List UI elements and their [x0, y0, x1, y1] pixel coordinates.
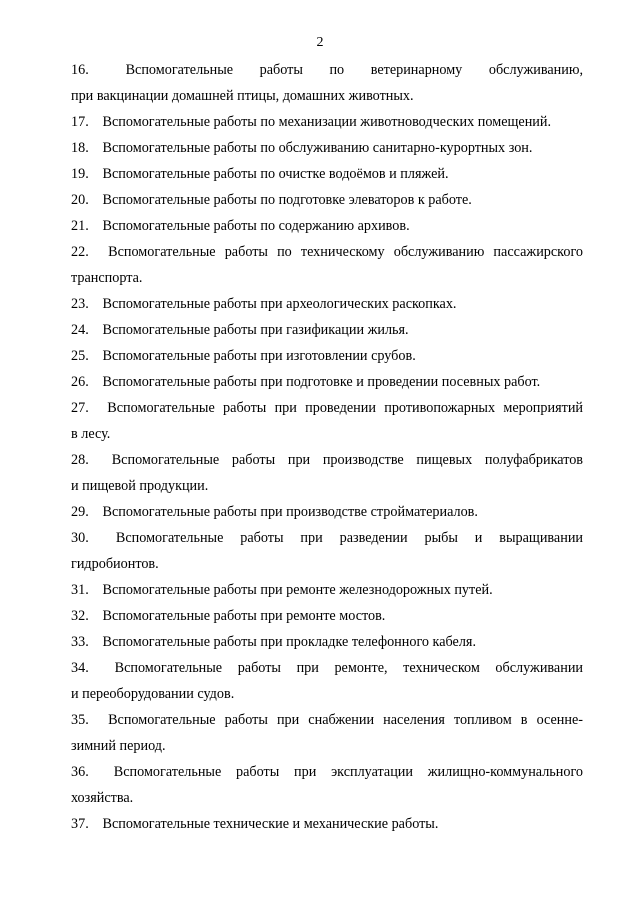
list-item-number: 24. — [71, 322, 89, 338]
list-item — [71, 213, 583, 239]
list-item-text: Вспомогательные работы при изготовлении срубов. — [102, 348, 416, 364]
list-item — [71, 499, 583, 525]
list-item-continuation: хозяйства. — [71, 790, 134, 806]
list-item — [71, 395, 583, 447]
list-item-number: 29. — [71, 504, 89, 520]
list-item-number: 33. — [71, 634, 89, 650]
list-item-line — [71, 582, 493, 598]
list-item-text: Вспомогательные работы по подготовке элеваторов к работе. — [102, 192, 472, 208]
list-item-line — [71, 192, 472, 208]
list-item-line — [71, 608, 385, 624]
list-item-line — [71, 348, 416, 364]
list-item-text: Вспомогательные работы при проведении противопожарных мероприятий — [107, 400, 583, 416]
list-item-text: Вспомогательные работы при прокладке телефонного кабеля. — [102, 634, 477, 650]
list-item-continuation: и пищевой продукции. — [71, 478, 209, 494]
list-item-number: 22. — [71, 244, 89, 260]
list-item-line — [71, 816, 438, 832]
list-item — [71, 525, 583, 577]
list-item-number: 34. — [71, 660, 89, 676]
list-item — [71, 707, 583, 759]
list-item-number: 30. — [71, 530, 89, 546]
list-item-continuation: в лесу. — [71, 426, 111, 442]
list-item — [71, 343, 583, 369]
list-item-number: 32. — [71, 608, 89, 624]
list-item — [71, 629, 583, 655]
list-item-line — [71, 166, 449, 182]
list-item-line — [71, 296, 456, 312]
list-item-number: 36. — [71, 764, 89, 780]
list-item-continuation: при вакцинации домашней птицы, домашних животных. — [71, 88, 414, 104]
list-item — [71, 57, 583, 109]
list-item-line — [71, 447, 583, 473]
list-item-line — [71, 707, 583, 733]
list-item-number: 19. — [71, 166, 89, 182]
list-item-text: Вспомогательные работы при эксплуатации жилищно-коммунального — [113, 764, 584, 780]
list-item-line — [71, 759, 583, 785]
list-item — [71, 369, 583, 395]
list-item-continuation: транспорта. — [71, 270, 143, 286]
list-item-text: Вспомогательные работы при подготовке и проведении посевных работ. — [102, 374, 541, 390]
list-item-line — [71, 655, 583, 681]
list-item-continuation: и переоборудовании судов. — [71, 686, 235, 702]
list-item-line — [71, 395, 583, 421]
list-item-text: Вспомогательные работы по содержанию архивов. — [102, 218, 410, 234]
list-item-number: 26. — [71, 374, 89, 390]
list-item-text: Вспомогательные работы при снабжении населения топливом в осенне- — [108, 712, 583, 728]
list-item-number: 27. — [71, 400, 89, 416]
list-item-line — [71, 504, 478, 520]
list-item — [71, 109, 583, 135]
list-item-number: 17. — [71, 114, 89, 130]
list-item — [71, 135, 583, 161]
list-item-text: Вспомогательные работы при разведении рыбы и выращивании — [115, 530, 584, 546]
list-item — [71, 187, 583, 213]
list-item-number: 23. — [71, 296, 89, 312]
list-item-text: Вспомогательные работы при ремонте, техническом обслуживании — [114, 660, 583, 676]
list-item-line — [71, 322, 409, 338]
list-item-number: 35. — [71, 712, 89, 728]
list-item — [71, 161, 583, 187]
list-item — [71, 317, 583, 343]
list-item — [71, 291, 583, 317]
list-item-number: 18. — [71, 140, 89, 156]
list-item-text: Вспомогательные технические и механические работы. — [102, 816, 439, 832]
list-item-text: Вспомогательные работы при газификации жилья. — [102, 322, 409, 338]
list-item-line — [71, 239, 583, 265]
list-item-line — [71, 634, 476, 650]
list-item-line — [71, 218, 410, 234]
list-item — [71, 655, 583, 707]
list-item-text: Вспомогательные работы при ремонте железнодорожных путей. — [102, 582, 493, 598]
list-item-line — [71, 374, 540, 390]
list-item-line — [71, 140, 532, 156]
list-item-number: 28. — [71, 452, 89, 468]
list-item-text: Вспомогательные работы по ветеринарному обслуживанию, — [125, 62, 583, 78]
document-list — [71, 57, 583, 837]
list-item-text: Вспомогательные работы при производстве стройматериалов. — [102, 504, 478, 520]
list-item-number: 31. — [71, 582, 89, 598]
list-item-number: 20. — [71, 192, 89, 208]
list-item-line — [71, 114, 551, 130]
list-item — [71, 447, 583, 499]
list-item-number: 16. — [71, 62, 89, 78]
list-item — [71, 811, 583, 837]
page-number: 2 — [316, 35, 324, 50]
list-item-line — [71, 57, 583, 83]
list-item — [71, 577, 583, 603]
list-item-line — [71, 525, 583, 551]
list-item-text: Вспомогательные работы по техническому обслуживанию пассажирского — [108, 244, 583, 260]
list-item-number: 21. — [71, 218, 89, 234]
list-item-continuation: гидробионтов. — [71, 556, 159, 572]
list-item-text: Вспомогательные работы по механизации животноводческих помещений. — [102, 114, 552, 130]
list-item — [71, 239, 583, 291]
list-item-text: Вспомогательные работы по очистке водоёмов и пляжей. — [102, 166, 449, 182]
list-item-text: Вспомогательные работы при производстве пищевых полуфабрикатов — [111, 452, 584, 468]
list-item-text: Вспомогательные работы при ремонте мостов. — [102, 608, 386, 624]
list-item-continuation: зимний период. — [71, 738, 166, 754]
list-item — [71, 759, 583, 811]
list-item-text: Вспомогательные работы по обслуживанию санитарно-курортных зон. — [102, 140, 533, 156]
list-item-number: 37. — [71, 816, 89, 832]
list-item-number: 25. — [71, 348, 89, 364]
list-item — [71, 603, 583, 629]
list-item-text: Вспомогательные работы при археологических раскопках. — [102, 296, 457, 312]
